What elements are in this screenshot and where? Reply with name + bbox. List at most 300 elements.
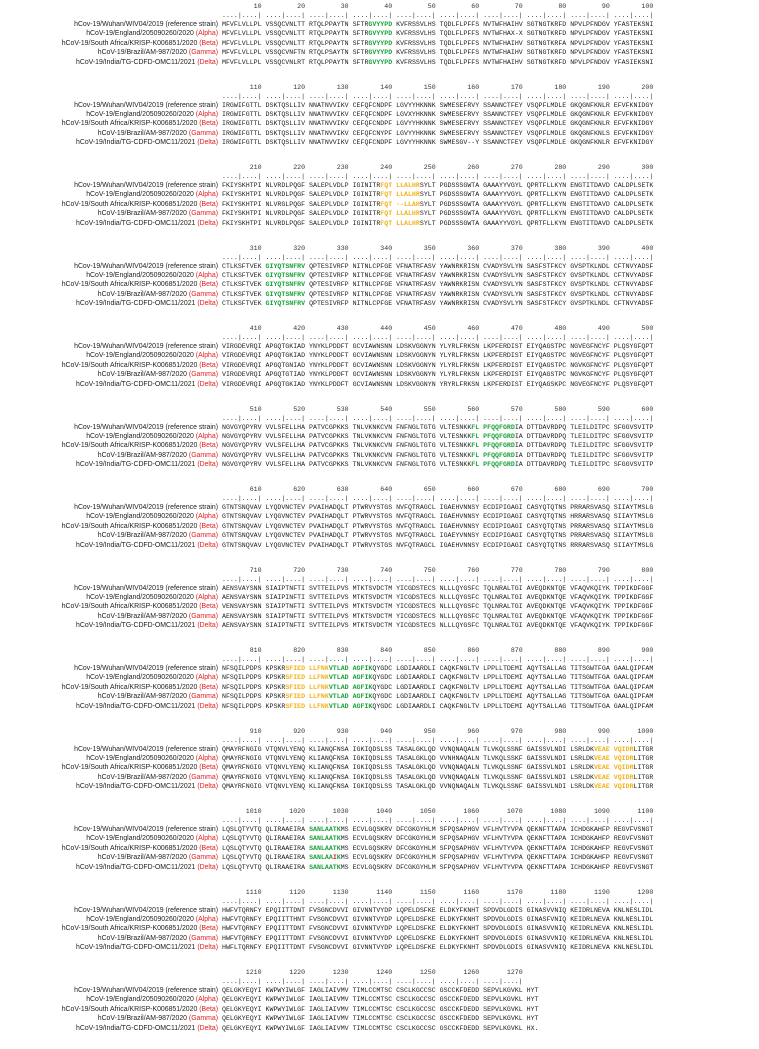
- strain-name: hCov-19/Wuhan/WIV04/2019 (reference strain): [74, 182, 218, 189]
- sequence-segment: SYLT PGDSSSGWTA GAAAYYVGYL QPRTFLLKYN ENGTITDAVD CALDPLSETK: [419, 191, 654, 199]
- sequence-text: [222, 584, 653, 593]
- highlighted-region: GVYYPD: [368, 58, 393, 66]
- sequence-segment: NGVGYQPYRV VVLSFELLHA PATVCGPKKS TNLVKNKCVN FNFNGLTGTG VLTESNKK: [222, 461, 472, 469]
- sequence-segment: SYLT PGDSSSGWTA GAAAYYVGYL QPRTFLLKYN ENGTITDAVD CALDPLSETK: [419, 182, 654, 189]
- sequence-text: [222, 190, 653, 199]
- variant-name: (Alpha): [195, 110, 218, 118]
- alignment-row: [0, 683, 759, 692]
- sequence-segment: IA DTTDAVRDPQ TLEILDITPC SFGGVSVITP: [514, 442, 654, 450]
- strain-name: hCoV-19/South Africa/KRISP-K006851/2020: [61, 200, 198, 208]
- sequence-segment: IRGWIFGTTL DSKTQSLLIV NNATNVVIKV CEFQFCNYPF LGVYYHKNNK SWMESEFRVY SSANNCTFEY VSQPFLMDLE GKQGNFKNLS EFVFKNIDGY: [222, 129, 654, 137]
- sequence-segment: NFSQILPDPS KPSKR: [222, 674, 286, 682]
- variant-name: (Gamma): [188, 129, 218, 137]
- strain-label: [62, 39, 218, 48]
- strain-label: [86, 29, 218, 38]
- sequence-segment: MFVFLVLLPL VSSQCVNLTT RTQLPPAYTN SFTR: [222, 21, 369, 28]
- sequence-text: [222, 342, 653, 351]
- highlighted-region: VTLAD AGFIK: [328, 693, 373, 701]
- sequence-text: [222, 745, 653, 754]
- position-ruler: 410 420 430 440 450 460 470 480 490 500 ....|....| ....|....| ....|....| ....|....| ....|....| ....|....| ....|....| ....|....| ....|....| ....|....|: [222, 325, 654, 341]
- strain-label: [86, 190, 218, 199]
- sequence-segment: SYLT PGDSSSGWTA GAAAYYVGYL QPRTFLLKYN ENGTITDAVD CALDPLSETK: [419, 200, 654, 208]
- strain-name: hCov-19/Wuhan/WIV04/2019 (reference strain): [74, 584, 218, 592]
- sequence-segment: FKIYSKHTPI NLVRDLPQGF SALEPLVDLP IGINITR: [222, 182, 381, 189]
- sequence-text: [222, 602, 653, 611]
- strain-name: hCoV-19/South Africa/KRISP-K006851/2020: [61, 281, 198, 289]
- variant-name: (Beta): [199, 361, 218, 369]
- sequence-segment: KVFRSSVLHS TQDLFLPFFS NVTWFHAIHV SGTNGTKRFA NPVLPFNDGV YFASTEKSNI: [392, 39, 654, 47]
- strain-name: hCoV-19/Brazil/AM-987/2020: [97, 854, 187, 862]
- sequence-text: [222, 834, 653, 843]
- strain-label: [74, 745, 218, 754]
- sequence-text: [222, 531, 653, 540]
- strain-label: [76, 782, 218, 791]
- strain-label: [74, 986, 218, 995]
- sequence-segment: KVFRSSVLHS TQDLFLPFFS NVTWFHAX-X SGTNGTKRFD NPVLPFNDGV YFASTEKSNI: [392, 30, 654, 38]
- strain-label: [98, 853, 218, 862]
- strain-label: [74, 664, 218, 673]
- sequence-segment: QPTESIVRFP NITNLCPFGE VFNATRFASV YAWNRKRISN CVADYSVLYN SASFSTFKCY GVSPTKLNDL CFTNVYADSF: [305, 281, 654, 289]
- highlighted-region: SANLAATK: [309, 844, 341, 852]
- sequence-segment: QYGDC LGDIAARDLI CAQKFNGLTV LPPLLTDEMI AQYTSALLAG TITSGWTFGA GAALQIPFAM: [372, 702, 654, 710]
- sequence-text: [222, 692, 653, 701]
- strain-label: [74, 503, 218, 512]
- strain-label: [76, 1024, 218, 1033]
- highlighted-region: SANLAATK: [309, 863, 341, 871]
- strain-label: [98, 934, 218, 943]
- strain-label: [74, 20, 218, 29]
- strain-label: [98, 209, 218, 218]
- sequence-segment: AENSVAYSNN SIAIPINFTI SVTTEILPVS MTKTSVDCTM YICGDSTECS NLLLQYGSFC TQLNRALTGI AVEQDKNTQE VFAQVKQIYK TPPIKDFGGF: [222, 593, 654, 601]
- alignment-row: [0, 129, 759, 138]
- position-ruler: 910 920 930 940 950 960 970 980 990 1000 ....|....| ....|....| ....|....| ....|....| ....|....| ....|....| ....|....| ....|....| ....|....| ....|....|: [222, 727, 654, 744]
- alignment-block-710: [0, 566, 759, 647]
- sequence-segment: MFVFLVLLPL VSSQCVNLTT RTQLPPAYTN SFTR: [222, 30, 369, 38]
- sequence-segment: FKIYSKHTPI NLVRGLPQGF SALEPLVDLP IGINITR: [222, 200, 381, 208]
- sequence-text: [222, 110, 653, 119]
- alignment-row: [0, 621, 759, 630]
- strain-label: [62, 1005, 218, 1014]
- highlighted-region: VTLAD AGFIK: [328, 665, 373, 672]
- variant-name: (Beta): [199, 200, 218, 208]
- strain-name: hCoV-19/South Africa/KRISP-K006851/2020: [61, 603, 198, 611]
- sequence-segment: NGVGYQPYRV VVLSFELLHA PATVCGPKKS TNLVKNKCVN FNFNGLTGTG VLTESNKK: [222, 423, 472, 431]
- sequence-text: [222, 915, 653, 924]
- sequence-text: [222, 503, 653, 512]
- sequence-text: [222, 612, 653, 621]
- strain-name: hCoV-19/India/TG-CDFD-OMC11/2021: [76, 702, 196, 710]
- highlighted-region: FL PFQQFGRD: [471, 432, 515, 440]
- alignment-row: [0, 110, 759, 119]
- variant-name: (Beta): [199, 522, 218, 530]
- strain-name: hCoV-19/England/205090260/2020: [86, 835, 194, 843]
- strain-label: [62, 200, 218, 209]
- sequence-text: [222, 1024, 539, 1033]
- strain-label: [62, 924, 218, 933]
- strain-name: hCoV-19/Brazil/AM-987/2020: [97, 129, 187, 137]
- sequence-text: [222, 351, 653, 360]
- highlighted-region: FL PFQQFGRD: [471, 423, 515, 431]
- strain-label: [98, 48, 218, 57]
- alignment-row: [0, 612, 759, 621]
- highlighted-region: GIYQTSNFRV: [265, 290, 306, 298]
- sequence-segment: KVFRSSVLHS TQDLFLPFFS NVTWFHAIHV SGTNGTKRFD NPVLPFNDGV YFASTEKSNI: [392, 21, 654, 28]
- sequence-text: [222, 844, 653, 853]
- position-ruler: 210 220 230 240 250 260 270 280 290 300 ....|....| ....|....| ....|....| ....|....| ....|....| ....|....| ....|....| ....|....| ....|....| ....|....|: [222, 164, 654, 180]
- alignment-row: [0, 512, 759, 521]
- sequence-segment: NFSQILPDPS KPSKR: [222, 683, 286, 691]
- sequence-segment: KVFRSSVLHS TQDLFLPFFS NVTWFHAIHV SGTNGTKRFD NPVLPFNDGV YFASIEKSNI: [392, 58, 654, 66]
- alignment-row: [0, 342, 759, 351]
- strain-name: hCoV-19/South Africa/KRISP-K006851/2020: [61, 844, 198, 852]
- strain-name: hCoV-19/England/205090260/2020: [86, 271, 194, 279]
- sequence-text: [222, 924, 653, 933]
- sequence-text: [222, 853, 653, 862]
- alignment-row: [0, 915, 759, 924]
- strain-name: hCoV-19/Brazil/AM-987/2020: [97, 451, 187, 459]
- alignment-row: [0, 209, 759, 218]
- alignment-block-110: [0, 83, 759, 164]
- alignment-block-1010: [0, 807, 759, 888]
- strain-label: [76, 702, 218, 711]
- alignment-row: [0, 361, 759, 370]
- sequence-segment: QYGDC LGDIAARDLI CAQKFNGLTV LPPLLTDEMI AQYTSALLAG TITSGWTFGA GAALQIPFAM: [372, 683, 654, 691]
- sequence-text: [222, 101, 653, 110]
- sequence-segment: MS ECVLGQSKRV DFCGKGYHLM SFPQSAPHGV VFLHVTYVPA QEKNFTTAPA ICHDGKAHFP REGVFVSNGT: [340, 854, 654, 862]
- variant-name: (Alpha): [195, 835, 218, 843]
- highlighted-region: SANLAA: [309, 854, 333, 862]
- alignment-block-410: [0, 324, 759, 405]
- alignment-row: [0, 262, 759, 271]
- variant-name: (Gamma): [188, 934, 218, 942]
- sequence-text: [222, 423, 653, 432]
- sequence-segment: HWFVTQRNFY EPQIITTDNT FVSGNCDVVI GIVNNTVYDP LQPELDSFKE ELDKYFKNHT SPDVDLGDIS GINASVVNIQ KEIDRLNEVA KNLNESLIDL: [222, 925, 654, 933]
- sequence-segment: MFVFLVLLPL VSSQCVNLRT RTQLPPAYTN SFTR: [222, 58, 369, 66]
- strain-name: hCov-19/Wuhan/WIV04/2019 (reference strain): [74, 504, 218, 511]
- strain-name: hCoV-19/Brazil/AM-987/2020: [97, 210, 187, 218]
- highlighted-region: GVYYPD: [368, 21, 393, 28]
- alignment-row: [0, 692, 759, 701]
- variant-name: (Gamma): [188, 371, 218, 379]
- sequence-segment: NGVGYQPYRV VVLSFELLHA PATVCGPKKS TNLVKNKCVN FNFNGLTGTG VLTESNKK: [222, 442, 472, 450]
- strain-label: [98, 451, 218, 460]
- alignment-row: [0, 986, 759, 995]
- variant-name: (Beta): [199, 120, 218, 128]
- alignment-row: [0, 20, 759, 29]
- strain-name: hCoV-19/Brazil/AM-987/2020: [97, 934, 187, 942]
- sequence-text: [222, 380, 653, 389]
- highlighted-region: FQT LLALHR: [380, 210, 420, 218]
- sequence-text: [222, 280, 653, 289]
- alignment-row: [0, 995, 759, 1004]
- sequence-segment: LITGR: [633, 773, 654, 781]
- alignment-row: [0, 934, 759, 943]
- variant-name: (Gamma): [188, 854, 218, 862]
- sequence-segment: MS ECVLGQSKRV DFCGKGYHLM SFPQSAPHGV VFLHVTYVPA QEKNFTTAPA ICHDGKAHFP REGVFVSNGT: [340, 826, 654, 833]
- sequence-text: [222, 299, 653, 308]
- strain-label: [86, 512, 218, 521]
- sequence-segment: LITGR: [633, 754, 654, 762]
- alignment-row: [0, 763, 759, 772]
- strain-label: [86, 110, 218, 119]
- strain-name: hCoV-19/South Africa/KRISP-K006851/2020: [61, 925, 198, 933]
- sequence-segment: LQSLQTYVTQ QLIRAAEIRA: [222, 844, 310, 852]
- strain-label: [86, 593, 218, 602]
- sequence-text: [222, 262, 653, 271]
- sequence-segment: VIRGDEVRQI APGQTGKIAD YNYKLPDDFT GCVIAWNSNN LDSKVGGNYN YRYRLFRKSN LKPFERDIST EIYQAGSKPC NGVEGFNCYF PLQSYGFQPT: [222, 380, 654, 388]
- strain-name: hCov-19/Wuhan/WIV04/2019 (reference strain): [74, 262, 218, 270]
- variant-name: (Beta): [199, 683, 218, 691]
- strain-label: [98, 129, 218, 138]
- alignment-row: [0, 924, 759, 933]
- strain-name: hCoV-19/England/205090260/2020: [86, 432, 194, 440]
- variant-name: (Delta): [197, 863, 218, 871]
- variant-name: (Alpha): [195, 996, 218, 1004]
- alignment-row: [0, 906, 759, 915]
- sequence-text: [222, 432, 653, 441]
- variant-name: (Delta): [197, 300, 218, 308]
- sequence-segment: QELGKYEQYI KWPWYIWLGF IAGLIAIVMV TIMLCCMTSC CSCLKGCCSC GSCCKFDEDD SEPVLKGVKL HX.: [222, 1024, 539, 1032]
- alignment-block-1110: [0, 888, 759, 969]
- sequence-segment: LQSLQTYVTQ QLIRAAEIRA: [222, 835, 310, 843]
- highlighted-region: FQT LLALHR: [380, 182, 420, 189]
- strain-name: hCoV-19/India/TG-CDFD-OMC11/2021: [76, 863, 196, 871]
- alignment-row: [0, 602, 759, 611]
- highlighted-region: FQT LLALHR: [380, 191, 420, 199]
- alignment-row: [0, 119, 759, 128]
- highlighted-region: FL PFQQFGRD: [471, 442, 515, 450]
- highlighted-region: SFIED LLFNK: [285, 693, 329, 701]
- position-ruler: 110 120 130 140 150 160 170 180 190 200 ....|....| ....|....| ....|....| ....|....| ....|....| ....|....| ....|....| ....|....| ....|....| ....|....|: [222, 83, 654, 100]
- highlighted-region: FQT --LLAH: [380, 200, 420, 208]
- strain-name: hCoV-19/Brazil/AM-987/2020: [97, 371, 187, 379]
- sequence-text: [222, 664, 653, 673]
- sequence-segment: QPTESIVRFP NITNLCPFGE VFNATRFASV YAWNRKRISN CVADYSVLYN SASFSTFKCY GVSPTKLNDL CFTNVYADSF: [305, 300, 654, 308]
- alignment-row: [0, 58, 759, 67]
- highlighted-region: I: [332, 854, 337, 862]
- variant-name: (Alpha): [195, 352, 218, 360]
- sequence-segment: LITGR: [633, 764, 654, 772]
- variant-name: (Gamma): [188, 773, 218, 781]
- highlighted-region: GIYQTSNFRV: [265, 271, 306, 279]
- sequence-text: [222, 763, 653, 772]
- strain-label: [74, 101, 218, 110]
- alignment-block-910: [0, 727, 759, 808]
- strain-name: hCoV-19/South Africa/KRISP-K006851/2020: [61, 442, 198, 450]
- highlighted-region: VTLAD AGFIK: [328, 702, 373, 710]
- sequence-text: [222, 825, 653, 834]
- sequence-segment: FKIYSKHTPI NLVRDLPQGF SALEPLVDLP IGINITR: [222, 210, 381, 218]
- alignment-row: [0, 825, 759, 834]
- strain-name: hCoV-19/India/TG-CDFD-OMC11/2021: [76, 783, 196, 791]
- strain-label: [86, 673, 218, 682]
- sequence-segment: VENSVAYSNN SIAIPTNFTI SVTTEILPVS MTKTSVDCTM YICGDSTECS NLLLQYGSFC TQLNRALTGI AVEQDKNTQE VFAQVKQIYK TPPIKDFGGF: [222, 603, 654, 611]
- alignment-block-10: [0, 2, 759, 83]
- sequence-segment: HWFLTQRNFY EPQIITTDNT FVSGNCDVVI GIVNNTVYDP LQPELDSFKE ELDKYFKNHT SPDVDLGDIS GINASVVNIQ KEIDRLNEVA KNLNESLIDL: [222, 944, 654, 952]
- sequence-text: [222, 361, 653, 370]
- sequence-segment: QMAYRFNGIG VTQNVLYENQ KLIANQFNSA IGKIQDSLSS TASALGKLQD VVNQNAQALN TLVKQLSSNF GAISSVLNDI LSRLDK: [222, 745, 594, 753]
- sequence-segment: QMAYRFNGIG VTQNVLYENQ KLIANQFNSA IGKIQDSLSS TASALGKLQD VVNQNAQALN TLVKQLSSNF GAISSVLNDI LSRLDK: [222, 773, 594, 781]
- strain-label: [76, 380, 218, 389]
- sequence-segment: VIRGDEVRQI APGQTGNIAD YNYKLPDDFT GCVIAWNSNN LDSKVGGNYN YLYRLFRKSN LKPFERDIST EIYQAGSTPC NGVKGFNCYF PLQSYGFQPT: [222, 361, 654, 369]
- strain-label: [74, 342, 218, 351]
- variant-name: (Gamma): [188, 1015, 218, 1023]
- strain-label: [86, 995, 218, 1004]
- variant-name: (Delta): [197, 944, 218, 952]
- strain-label: [98, 612, 218, 621]
- sequence-segment: QPTESIVRFP NITNLCPFGE VFNATRFASV YAWNRKRISN CVADYSVLYN SASFSTFKCY GVSPTKLNDL CFTNVYADSF: [305, 290, 654, 298]
- sequence-segment: VIRGDEVRQI APGQTGKIAD YNYKLPDDFT GCVIAWNSNN LDSKVGGNYN YLYRLFRKSN LKPFERDIST EIYQAGSTPC NGVEGFNCYF PLQSYGFQPT: [222, 343, 654, 350]
- sequence-text: [222, 271, 653, 280]
- sequence-text: [222, 906, 653, 915]
- sequence-segment: CTLKSFTVEK: [222, 262, 266, 270]
- strain-name: hCoV-19/England/205090260/2020: [86, 996, 194, 1004]
- sequence-text: [222, 541, 653, 550]
- highlighted-region: FL PFQQFGRD: [471, 461, 515, 469]
- strain-label: [86, 915, 218, 924]
- strain-name: hCoV-19/India/TG-CDFD-OMC11/2021: [76, 944, 196, 952]
- variant-name: (Delta): [197, 461, 218, 469]
- strain-label: [76, 621, 218, 630]
- alignment-row: [0, 844, 759, 853]
- sequence-text: [222, 138, 653, 147]
- highlighted-region: SFIED LLFNK: [285, 683, 329, 691]
- variant-name: (Gamma): [188, 693, 218, 701]
- alignment-row: [0, 290, 759, 299]
- sequence-segment: VIRGDEVRQI APGQTGKIAD YNYKLPDDFT GCVIAWNSNN LDSKVGGNYN YLYRLFRKSN LKPFERDIST EIYQAGSTPC NGVEGFNCYF PLQSYGFQPT: [222, 352, 654, 360]
- variant-name: (Alpha): [195, 271, 218, 279]
- strain-name: hCov-19/Wuhan/WIV04/2019 (reference strain): [74, 906, 218, 914]
- sequence-segment: FKIYSKHTPI NLVRDLPQGF SALEPLVDLP IGINITR: [222, 191, 381, 199]
- strain-label: [62, 683, 218, 692]
- strain-label: [76, 138, 218, 147]
- sequence-text: [222, 209, 653, 218]
- strain-label: [86, 271, 218, 280]
- alignment-row: [0, 219, 759, 228]
- variant-name: (Alpha): [195, 754, 218, 762]
- highlighted-region: SANLAATK: [309, 826, 341, 833]
- strain-name: hCoV-19/India/TG-CDFD-OMC11/2021: [76, 300, 196, 308]
- sequence-segment: QYGDC LGDIAARDLI CAQKFNGLTV LPPLLTDEMI AQYTSALLAG TITSGWTFGA GAALQIPFAM: [372, 674, 654, 682]
- strain-name: hCov-19/Wuhan/WIV04/2019 (reference strain): [74, 21, 218, 28]
- variant-name: (Beta): [199, 764, 218, 772]
- sequence-segment: LQSLQTYVTQ QLIRAAEIRA: [222, 854, 310, 862]
- variant-name: (Gamma): [188, 290, 218, 298]
- variant-name: (Gamma): [188, 612, 218, 620]
- strain-label: [62, 522, 218, 531]
- variant-name: (Gamma): [188, 49, 218, 57]
- alignment-row: [0, 423, 759, 432]
- strain-label: [98, 531, 218, 540]
- alignment-row: [0, 853, 759, 862]
- highlighted-region: VEAE VQIDR: [593, 783, 634, 791]
- strain-name: hCoV-19/South Africa/KRISP-K006851/2020: [61, 683, 198, 691]
- sequence-text: [222, 451, 653, 460]
- sequence-segment: IRGWIFGTTL DSKTQSLLIV NNATNVVIKV CEFQFCNDPF LGVYYHKNNK SWMESEFRVY SSANNCTFEY VSQPFLMDLE GKQGNFKNLR EFVFKNIDGY: [222, 120, 654, 128]
- sequence-segment: QPTESIVRFP NITNLCPFGE VFNATRFASV YAWNRKRISN CVADYSVLYN SASFSTFKCY GVSPTKLNDL CFTNVYADSF: [305, 271, 654, 279]
- sequence-text: [222, 522, 653, 531]
- sequence-segment: NFSQILPDPS KPSKR: [222, 665, 286, 672]
- alignment-row: [0, 370, 759, 379]
- sequence-segment: CTLKSFTVEK: [222, 300, 266, 308]
- variant-name: (Alpha): [195, 191, 218, 199]
- sequence-text: [222, 370, 653, 379]
- variant-name: (Alpha): [195, 432, 218, 440]
- strain-label: [62, 361, 218, 370]
- alignment-row: [0, 593, 759, 602]
- strain-label: [86, 432, 218, 441]
- sequence-text: [222, 995, 539, 1004]
- variant-name: (Beta): [199, 844, 218, 852]
- sequence-text: [222, 773, 653, 782]
- sequence-segment: QMAYRFNGIG VTQNVLYENQ KLIANQFNSA IGKIQDSLSS TASALGKLQD VVNQNAQALN TLVKQLSSNF GAISSVLNDI LSRLDK: [222, 764, 594, 772]
- alignment-row: [0, 181, 759, 190]
- sequence-segment: NGVGYQPYRV VVLSFELLHA PATVCGPKKS TNLVKNKCVN FNFNGLTGTG VLTESNKK: [222, 432, 472, 440]
- sequence-segment: FKIYSKHTPI NLVRDLPQGF SALEPLVDLP IGINITR: [222, 219, 381, 227]
- sequence-segment: QYGDC LGDIAARDLI CAQKFNGLTV LPPLLTDEMI AQYTSALLAG TITSGWTFGA GAALQIPFAM: [372, 693, 654, 701]
- strain-name: hCov-19/Wuhan/WIV04/2019 (reference strain): [74, 423, 218, 431]
- highlighted-region: K: [336, 854, 341, 862]
- strain-name: hCoV-19/India/TG-CDFD-OMC11/2021: [76, 1024, 196, 1032]
- alignment-row: [0, 280, 759, 289]
- strain-name: hCoV-19/India/TG-CDFD-OMC11/2021: [76, 380, 196, 388]
- strain-label: [62, 844, 218, 853]
- strain-name: hCoV-19/England/205090260/2020: [86, 110, 194, 118]
- strain-name: hCoV-19/Brazil/AM-987/2020: [97, 49, 187, 57]
- highlighted-region: VEAE VQIDR: [593, 773, 634, 781]
- variant-name: (Alpha): [195, 593, 218, 601]
- sequence-segment: QMAYRFNGIG VTQNVLYENQ KLIANQFNSA IGKIQDSLSS TASALGKLQD VVNQNAQALN TLVKQLSSNF GAISSVLNDI LSRLDK: [222, 783, 594, 791]
- strain-label: [74, 262, 218, 271]
- variant-name: (Alpha): [195, 915, 218, 923]
- strain-label: [74, 906, 218, 915]
- strain-label: [74, 584, 218, 593]
- sequence-text: [222, 702, 653, 711]
- alignment-row: [0, 299, 759, 308]
- highlighted-region: SFIED LLFNK: [285, 674, 329, 682]
- strain-name: hCoV-19/England/205090260/2020: [86, 593, 194, 601]
- alignment-row: [0, 745, 759, 754]
- alignment-row: [0, 39, 759, 48]
- strain-name: hCoV-19/England/205090260/2020: [86, 674, 194, 682]
- alignment-row: [0, 432, 759, 441]
- variant-name: (Delta): [197, 702, 218, 710]
- sequence-segment: LITGR: [633, 745, 654, 753]
- highlighted-region: VEAE VQIDR: [593, 754, 634, 762]
- sequence-segment: IA DTTDAVRDPQ TLEILDITPC SFGGVSVITP: [514, 461, 654, 469]
- position-ruler: 810 820 830 840 850 860 870 880 890 900 ....|....| ....|....| ....|....| ....|....| ....|....| ....|....| ....|....| ....|....| ....|....| ....|....|: [222, 647, 654, 663]
- sequence-segment: LQSLQTYVTQ QLIRAAEIRA: [222, 863, 310, 871]
- sequence-segment: NFSQILPDPS KPSKR: [222, 693, 286, 701]
- sequence-text: [222, 1005, 539, 1014]
- position-ruler: 1010 1020 1030 1040 1050 1060 1070 1080 1090 1100 ....|....| ....|....| ....|....| ....|....| ....|....| ....|....| ....|....| ....|....| ....|....| ....|....|: [222, 808, 654, 824]
- highlighted-region: VTLAD AGFIK: [328, 683, 373, 691]
- strain-label: [62, 441, 218, 450]
- strain-label: [76, 299, 218, 308]
- highlighted-region: GIYQTSNFRV: [265, 300, 306, 308]
- strain-label: [98, 290, 218, 299]
- strain-name: hCov-19/Wuhan/WIV04/2019 (reference strain): [74, 987, 218, 994]
- alignment-block-1210: [0, 968, 759, 1049]
- sequence-segment: MFVFLVLLPL VSSQCVNLTT RTQLPPAYTN SFTR: [222, 39, 369, 47]
- sequence-segment: QELGKYEQYI KWPWYIWLGF IAGLIAIVMV TIMLCCMTSC CSCLKGCCSC GSCCKFDEDD SEPVLKGVKL HYT: [222, 996, 539, 1004]
- strain-label: [62, 119, 218, 128]
- alignment-row: [0, 190, 759, 199]
- position-ruler: 510 520 530 540 550 560 570 580 590 600 ....|....| ....|....| ....|....| ....|....| ....|....| ....|....| ....|....| ....|....| ....|....| ....|....|: [222, 405, 654, 422]
- strain-name: hCoV-19/India/TG-CDFD-OMC11/2021: [76, 461, 196, 469]
- alignment-row: [0, 782, 759, 791]
- alignment-row: [0, 584, 759, 593]
